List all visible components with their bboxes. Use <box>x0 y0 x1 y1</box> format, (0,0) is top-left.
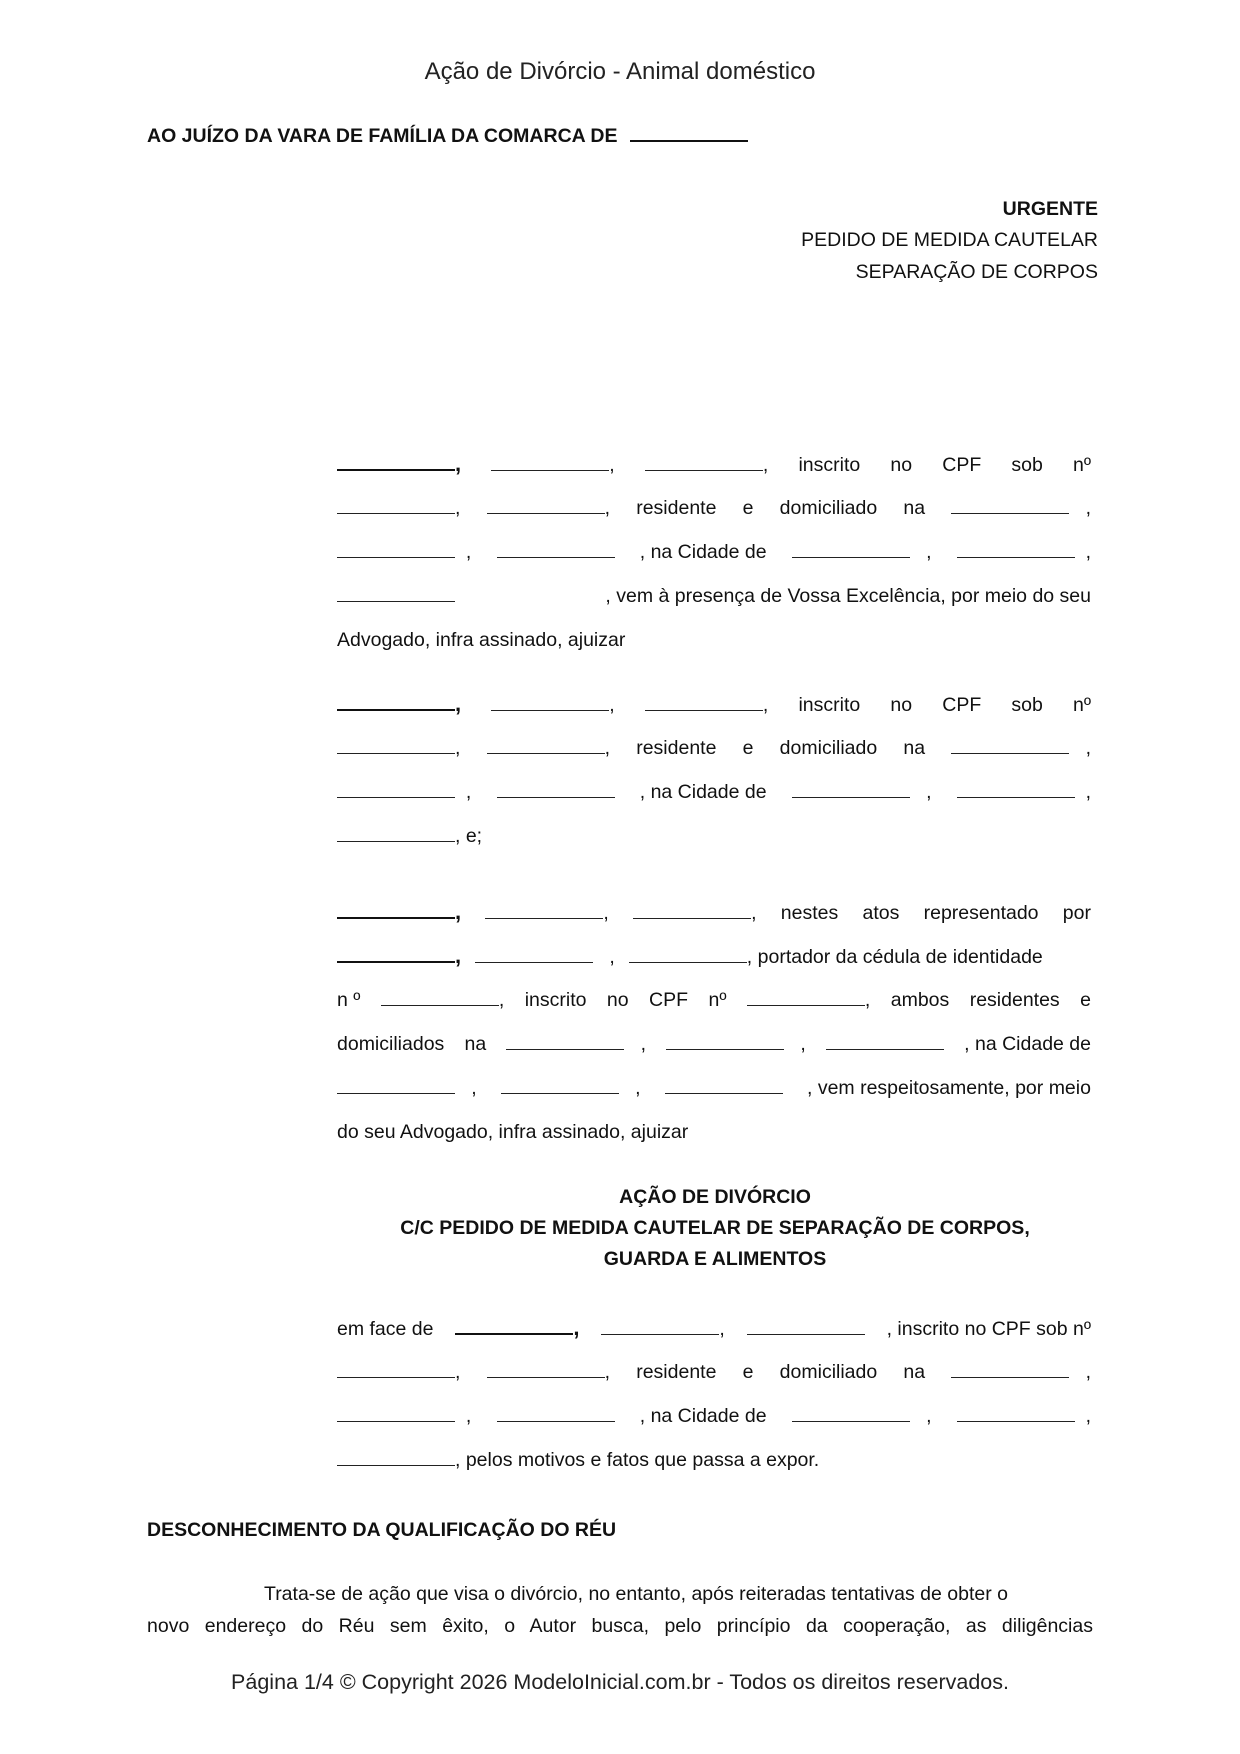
blank-field <box>792 780 910 798</box>
blank-field <box>487 736 605 754</box>
blank-field <box>491 453 609 471</box>
blank-field <box>665 1076 783 1094</box>
section-heading: DESCONHECIMENTO DA QUALIFICAÇÃO DO RÉU <box>147 1519 617 1541</box>
document-header-title: Ação de Divórcio - Animal doméstico <box>424 58 816 85</box>
blank-field <box>629 945 747 963</box>
action-title-line-3: GUARDA E ALIMENTOS <box>603 1248 827 1270</box>
blank-field <box>633 901 751 919</box>
blank-field <box>792 1404 910 1422</box>
blank-field <box>491 693 609 711</box>
blank-field <box>645 453 763 471</box>
request-line-1: PEDIDO DE MEDIDA CAUTELAR <box>801 229 1098 251</box>
blank-field <box>792 540 910 558</box>
blank-field <box>951 736 1069 754</box>
blank-field <box>475 945 593 963</box>
blank-field <box>381 988 499 1006</box>
blank-field <box>337 900 455 919</box>
page-footer: Página 1/4 © Copyright 2026 ModeloInicial.com.br - Todos os direitos reservados. <box>231 1670 1009 1694</box>
blank-field <box>951 1360 1069 1378</box>
blank-field <box>497 540 615 558</box>
blank-field <box>957 780 1075 798</box>
request-line-2: SEPARAÇÃO DE CORPOS <box>855 261 1098 283</box>
blank-field <box>951 496 1069 514</box>
blank-field <box>337 780 455 798</box>
blank-field <box>645 693 763 711</box>
blank-field <box>337 1404 455 1422</box>
urgent-label: URGENTE <box>1002 198 1098 220</box>
blank-field <box>337 692 455 711</box>
blank-field <box>506 1032 624 1050</box>
blank-field <box>826 1032 944 1050</box>
blank-field <box>487 1360 605 1378</box>
blank-field <box>337 1360 455 1378</box>
blank-field <box>957 540 1075 558</box>
blank-field <box>455 1316 573 1335</box>
blank-field <box>747 988 865 1006</box>
blank-field <box>666 1032 784 1050</box>
blank-field <box>487 496 605 514</box>
body-line-1: Trata-se de ação que visa o divórcio, no entanto, após reiteradas tentativas de obter o <box>264 1583 1008 1605</box>
blank-field <box>337 584 455 602</box>
court-blank <box>630 122 748 142</box>
court-address-text: AO JUÍZO DA VARA DE FAMÍLIA DA COMARCA DE <box>147 125 618 147</box>
blank-field <box>337 736 455 754</box>
blank-field <box>497 1404 615 1422</box>
blank-field <box>337 944 455 963</box>
blank-field <box>497 780 615 798</box>
blank-field <box>601 1317 719 1335</box>
blank-field <box>485 901 603 919</box>
court-address <box>147 122 748 148</box>
blank-field <box>337 452 455 471</box>
blank-field <box>337 540 455 558</box>
action-title-line-1: AÇÃO DE DIVÓRCIO <box>619 1186 811 1208</box>
action-title-line-2: C/C PEDIDO DE MEDIDA CAUTELAR DE SEPARAÇÃO DE CORPOS, <box>400 1217 1030 1239</box>
body-line-2: novo endereço do Réu sem êxito, o Autor busca, pelo princípio da cooperação, as diligências <box>147 1615 1093 1637</box>
blank-field <box>337 1448 455 1466</box>
blank-field <box>337 824 455 842</box>
blank-field <box>747 1317 865 1335</box>
blank-field <box>501 1076 619 1094</box>
blank-field <box>957 1404 1075 1422</box>
blank-field <box>337 1076 455 1094</box>
blank-field <box>337 496 455 514</box>
